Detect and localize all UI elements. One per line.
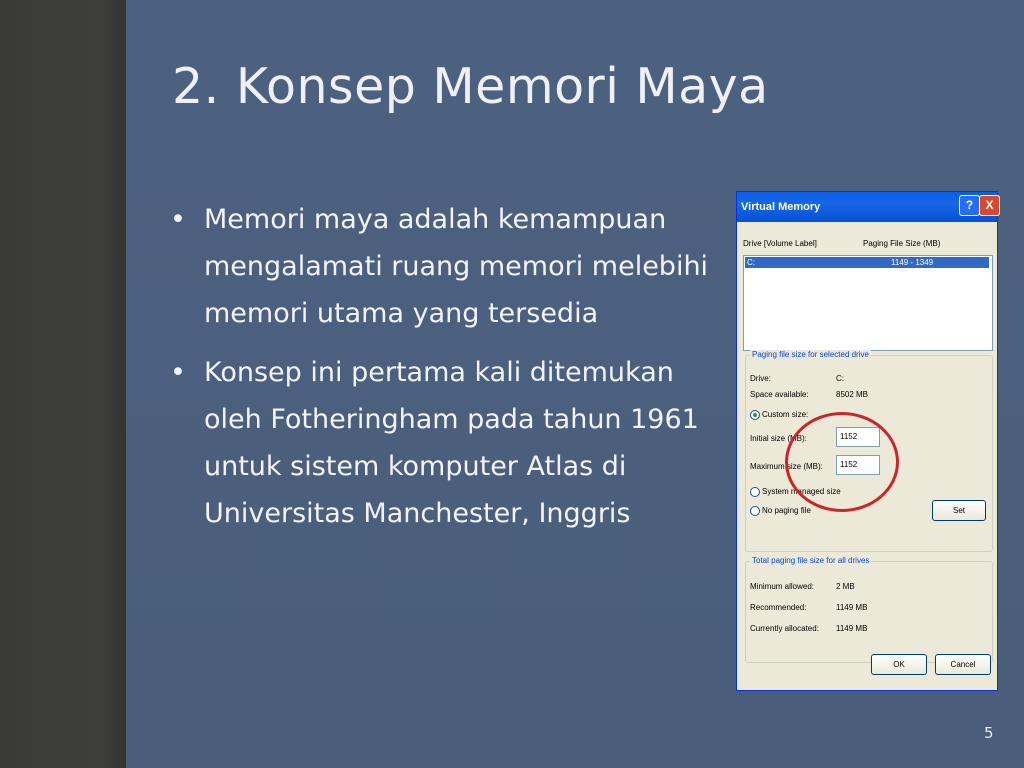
group-label: Paging file size for selected drive: [752, 350, 869, 359]
drive-list-row[interactable]: [745, 257, 989, 268]
set-button[interactable]: Set: [932, 500, 986, 521]
close-button[interactable]: X: [979, 195, 1000, 216]
dialog-title: Virtual Memory: [741, 201, 821, 213]
dialog-titlebar: [737, 192, 997, 222]
recommended-value: 1149 MB: [836, 603, 868, 612]
space-value: 8502 MB: [836, 390, 869, 399]
custom-size-label: Custom size:: [762, 410, 809, 419]
group-label: Total paging file size for all drives: [752, 556, 870, 565]
allocated-value: 1149 MB: [836, 624, 868, 633]
system-managed-radio[interactable]: [750, 487, 760, 497]
minimum-value: 2 MB: [836, 582, 855, 591]
drive-letter: C:: [747, 258, 755, 267]
column-header-drive: Drive [Volume Label]: [743, 239, 817, 248]
minimum-label: Minimum allowed:: [750, 582, 815, 591]
system-managed-label: System managed size: [762, 487, 841, 496]
highlight-ring: [785, 412, 899, 512]
ok-button[interactable]: OK: [871, 654, 927, 675]
bullet-dot: •: [170, 357, 186, 388]
drive-value: C:: [836, 374, 844, 383]
left-decorative-band: [0, 0, 126, 768]
no-paging-label: No paging file: [762, 506, 811, 515]
initial-size-label: Initial size (MB):: [750, 434, 807, 443]
drive-listbox[interactable]: [743, 255, 993, 351]
bullet-item: [166, 196, 714, 337]
page-number: 5: [984, 724, 994, 742]
allocated-label: Currently allocated:: [750, 624, 819, 633]
slide-title: 2. Konsep Memori Maya: [172, 58, 769, 115]
bullet-text: Konsep ini pertama kali ditemukan oleh Fotheringham pada tahun 1961 untuk sistem komputer Atlas di Universitas Manchester, Inggris: [204, 357, 699, 529]
drive-label: Drive:: [750, 374, 771, 383]
maximum-size-input[interactable]: 1152: [836, 455, 880, 475]
maximum-size-label: Maximum size (MB):: [750, 462, 823, 471]
recommended-label: Recommended:: [750, 603, 807, 612]
help-button[interactable]: ?: [959, 195, 980, 216]
initial-size-input[interactable]: 1152: [836, 427, 880, 447]
custom-size-radio[interactable]: [750, 410, 760, 420]
cancel-button[interactable]: Cancel: [935, 654, 991, 675]
bullet-dot: •: [170, 204, 186, 235]
drive-paging-size: 1149 - 1349: [891, 258, 934, 267]
total-paging-group: [745, 556, 993, 663]
bullet-text: Memori maya adalah kemampuan mengalamati ruang memori melebihi memori utama yang tersedia: [204, 204, 709, 329]
bullet-list: [166, 196, 714, 549]
no-paging-radio[interactable]: [750, 506, 760, 516]
column-header-paging: Paging File Size (MB): [863, 239, 941, 248]
space-label: Space available:: [750, 390, 809, 399]
bullet-item: [166, 349, 714, 537]
